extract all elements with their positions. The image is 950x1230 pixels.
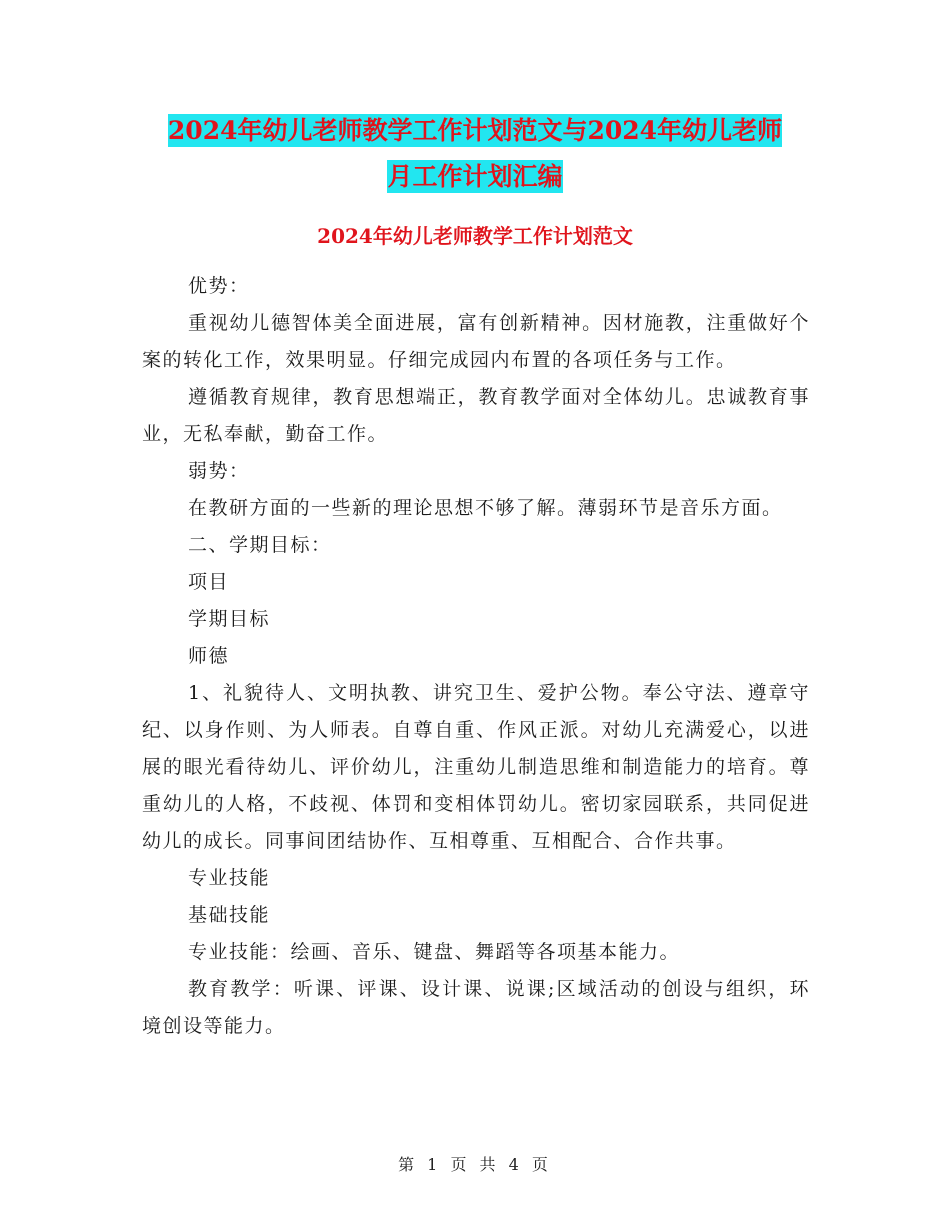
page-footer: 第 1 页 共 4 页 — [398, 1155, 552, 1174]
paragraph: 重视幼儿德智体美全面进展，富有创新精神。因材施教，注重做好个案的转化工作，效果明显。仔细完成园内布置的各项任务与工作。 — [142, 312, 810, 371]
paragraph-weaknesses-heading: 弱势： — [188, 460, 250, 482]
section-title: 2024年幼儿老师教学工作计划范文 — [317, 224, 633, 248]
document-body — [142, 268, 810, 1045]
paragraph: 专业技能 — [188, 867, 271, 889]
document-title — [140, 108, 810, 200]
paragraph-strengths-heading: 优势： — [188, 275, 250, 297]
paragraph: 项目 — [188, 571, 230, 593]
document-title-line-2: 月工作计划汇编 — [387, 162, 563, 191]
paragraph-semester-goals-heading: 二、学期目标： — [188, 534, 332, 556]
paragraph: 在教研方面的一些新的理论思想不够了解。薄弱环节是音乐方面。 — [188, 497, 783, 519]
paragraph: 1、礼貌待人、文明执教、讲究卫生、爱护公物。奉公守法、遵章守纪、以身作则、为人师表。自尊自重、作风正派。对幼儿充满爱心，以进展的眼光看待幼儿、评价幼儿，注重幼儿制造思维和制造能力的培育。尊重幼儿的人格，不歧视、体罚和变相体罚幼儿。密切家园联系，共同促进幼儿的成长。同事间团结协作、互相尊重、互相配合、合作共事。 — [142, 682, 810, 852]
paragraph: 学期目标 — [188, 608, 271, 630]
paragraph: 师德 — [188, 645, 230, 667]
paragraph: 基础技能 — [188, 904, 271, 926]
paragraph: 专业技能：绘画、音乐、键盘、舞蹈等各项基本能力。 — [188, 941, 681, 963]
paragraph: 教育教学：听课、评课、设计课、说课;区域活动的创设与组织，环境创设等能力。 — [142, 978, 810, 1037]
paragraph: 遵循教育规律，教育思想端正，教育教学面对全体幼儿。忠诚教育事业，无私奉献，勤奋工作。 — [142, 386, 810, 445]
document-title-line-1: 2024年幼儿老师教学工作计划范文与2024年幼儿老师 — [167, 116, 783, 145]
